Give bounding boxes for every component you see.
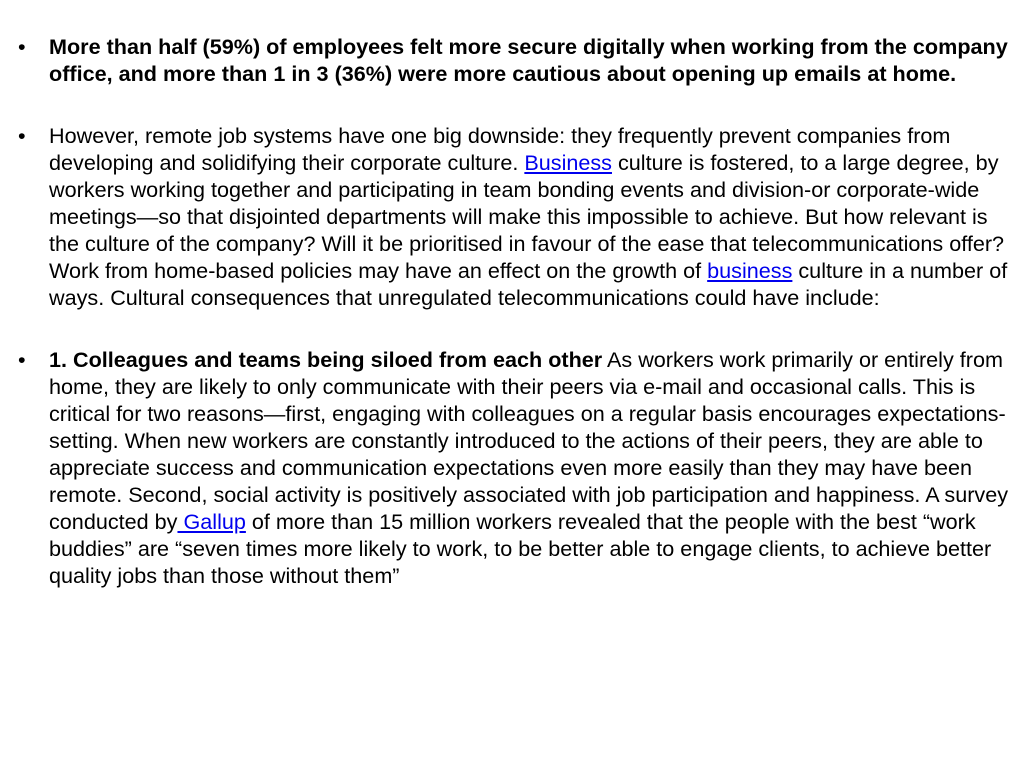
bullet-bold-heading: 1. Colleagues and teams being siloed from each other (49, 347, 603, 372)
bullet-text: However, remote job systems have one big downside: they frequently prevent companies from developing and solidifying their corporate culture. (49, 123, 951, 175)
bullet-bold-text: More than half (59%) of employees felt more secure digitally when working from the company office, and more than 1 in 3 (36%) were more cautious about opening up emails at home. (49, 34, 1008, 86)
bullet-item-remote-culture (18, 122, 1014, 311)
bullet-icon: • (18, 123, 26, 148)
business-link-2[interactable]: business (707, 258, 793, 283)
bullet-text: As workers work primarily or entirely from home, they are likely to only communicate with their peers via e-mail and occasional calls. This is critical for two reasons—first, engaging with colleagues on a regular basis encourages expectations-setting. When new workers are constantly introduced to the actions of their peers, they are able to appreciate success and communication expectations even more easily than they may have been remote. Second, social activity is positively associated with job participation and happiness. A survey conducted by (49, 347, 1009, 534)
bullet-text: culture is fostered, to a large degree, by workers working together and participating in team bonding events and division-or corporate-wide meetings—so that disjointed departments will make this impossible to achieve. But how relevant is the culture of the company? Will it be prioritised in favour of the ease that telecommunications offer? Work from home-based policies may have an effect on the growth of (49, 150, 1005, 283)
bullet-item-siloed-colleagues (18, 346, 1014, 589)
business-link[interactable]: Business (524, 150, 612, 175)
gallup-link[interactable]: Gallup (177, 509, 246, 534)
bullet-text: of more than 15 million workers revealed that the people with the best “work buddies” are “seven times more likely to work, to be better able to engage clients, to achieve better quality jobs than those without them” (49, 509, 992, 588)
bullet-icon: • (18, 347, 26, 372)
bullet-item-security-stats (18, 33, 1014, 87)
bullet-text: culture in a number of ways. Cultural consequences that unregulated telecommunications could have include: (49, 258, 1008, 310)
bullet-icon: • (18, 34, 26, 59)
bullet-list (18, 33, 1014, 589)
